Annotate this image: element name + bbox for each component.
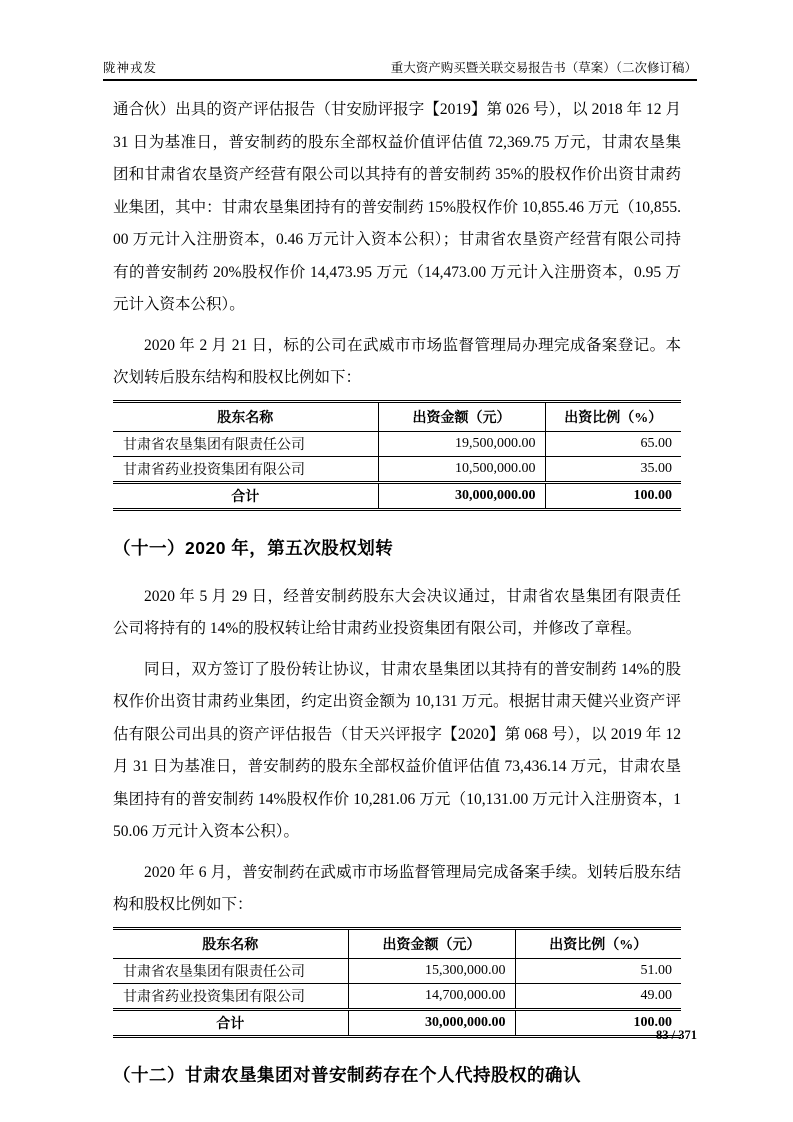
cell-amount: 10,500,000.00 (378, 456, 545, 482)
page-number: 83 / 371 (656, 1028, 697, 1042)
cell-shareholder-name: 甘肃省农垦集团有限责任公司 (113, 431, 378, 456)
cell-amount: 14,700,000.00 (348, 983, 515, 1009)
cell-amount: 19,500,000.00 (378, 431, 545, 456)
column-header-amount: 出资金额（元） (348, 928, 515, 958)
cell-shareholder-name: 甘肃省农垦集团有限责任公司 (113, 958, 348, 983)
document-body (113, 94, 681, 1087)
column-header-amount: 出资金额（元） (378, 401, 545, 431)
table-row (113, 431, 681, 456)
table-header-row (113, 928, 681, 958)
cell-total-label: 合计 (113, 482, 378, 509)
table-row (113, 456, 681, 482)
cell-total-label: 合计 (113, 1009, 348, 1036)
shareholder-table-1 (113, 400, 681, 511)
header-report-title: 重大资产购买暨关联交易报告书（草案）（二次修订稿） (390, 61, 697, 75)
cell-total-ratio: 100.00 (515, 1009, 681, 1036)
paragraph-registration-2020-06: 2020 年 6 月，普安制药在武威市市场监督管理局完成备案手续。划转后股东结构和股权比例如下： (113, 863, 681, 913)
cell-shareholder-name: 甘肃省药业投资集团有限公司 (113, 456, 378, 482)
table-header-row (113, 401, 681, 431)
cell-total-amount: 30,000,000.00 (378, 482, 545, 509)
table-row (113, 983, 681, 1009)
table-total-row (113, 482, 681, 509)
column-header-ratio: 出资比例（%） (545, 401, 681, 431)
cell-total-amount: 30,000,000.00 (348, 1009, 515, 1036)
cell-ratio: 35.00 (545, 456, 681, 482)
column-header-shareholder: 股东名称 (113, 928, 348, 958)
column-header-ratio: 出资比例（%） (515, 928, 681, 958)
cell-ratio: 49.00 (515, 983, 681, 1009)
cell-amount: 15,300,000.00 (348, 958, 515, 983)
table-total-row (113, 1009, 681, 1036)
paragraph-registration-2020-02: 2020 年 2 月 21 日，标的公司在武威市市场监督管理局办理完成备案登记。本次划转后股东结构和股权比例如下： (113, 336, 681, 386)
paragraph-valuation-2018: 通合伙）出具的资产评估报告（甘安励评报字【2019】第 026 号），以 2018 年 12 月 31 日为基准日，普安制药的股东全部权益价值评估值 72,369.75 万元，甘肃农垦集团和甘肃省农垦资产经营有限公司以其持有的普安制药 35%的股权作价出资甘肃药业集团，其中：甘肃农垦集团持有的普安制药 15%股权作价 10,855.46 万元（10,855.00 万元计入注册资本，0.46 万元计入资本公积）；甘肃省农垦资产经营有限公司持有的普安制药 20%股权作价 14,473.95 万元（14,473.00 万元计入注册资本，0.95 万元计入资本公积）。 (113, 101, 681, 313)
cell-total-ratio: 100.00 (545, 482, 681, 509)
page-header (103, 58, 697, 81)
section-heading-12: （十二）甘肃农垦集团对普安制药存在个人代持股权的确认 (113, 1064, 581, 1085)
column-header-shareholder: 股东名称 (113, 401, 378, 431)
header-company-name: 陇神戎发 (103, 61, 158, 75)
cell-ratio: 65.00 (545, 431, 681, 456)
table-row (113, 958, 681, 983)
paragraph-transfer-resolution: 2020 年 5 月 29 日，经普安制药股东大会决议通过，甘肃省农垦集团有限责任公司将持有的 14%的股权转让给甘肃药业投资集团有限公司，并修改了章程。 (113, 587, 681, 637)
cell-ratio: 51.00 (515, 958, 681, 983)
cell-shareholder-name: 甘肃省药业投资集团有限公司 (113, 983, 348, 1009)
paragraph-transfer-agreement: 同日，双方签订了股份转让协议，甘肃农垦集团以其持有的普安制药 14%的股权作价出资甘肃药业集团，约定出资金额为 10,131 万元。根据甘肃天健兴业资产评估有限公司出具的资产评估报告（甘天兴评报字【2020】第 068 号），以 2019 年 12 月 31 日为基准日，普安制药的股东全部权益价值评估值 73,436.14 万元，甘肃农垦集团持有的普安制药 14%股权作价 10,281.06 万元（10,131.00 万元计入注册资本，150.06 万元计入资本公积）。 (113, 660, 681, 840)
shareholder-table-2 (113, 927, 681, 1038)
section-heading-11: （十一）2020 年，第五次股权划转 (113, 537, 394, 558)
